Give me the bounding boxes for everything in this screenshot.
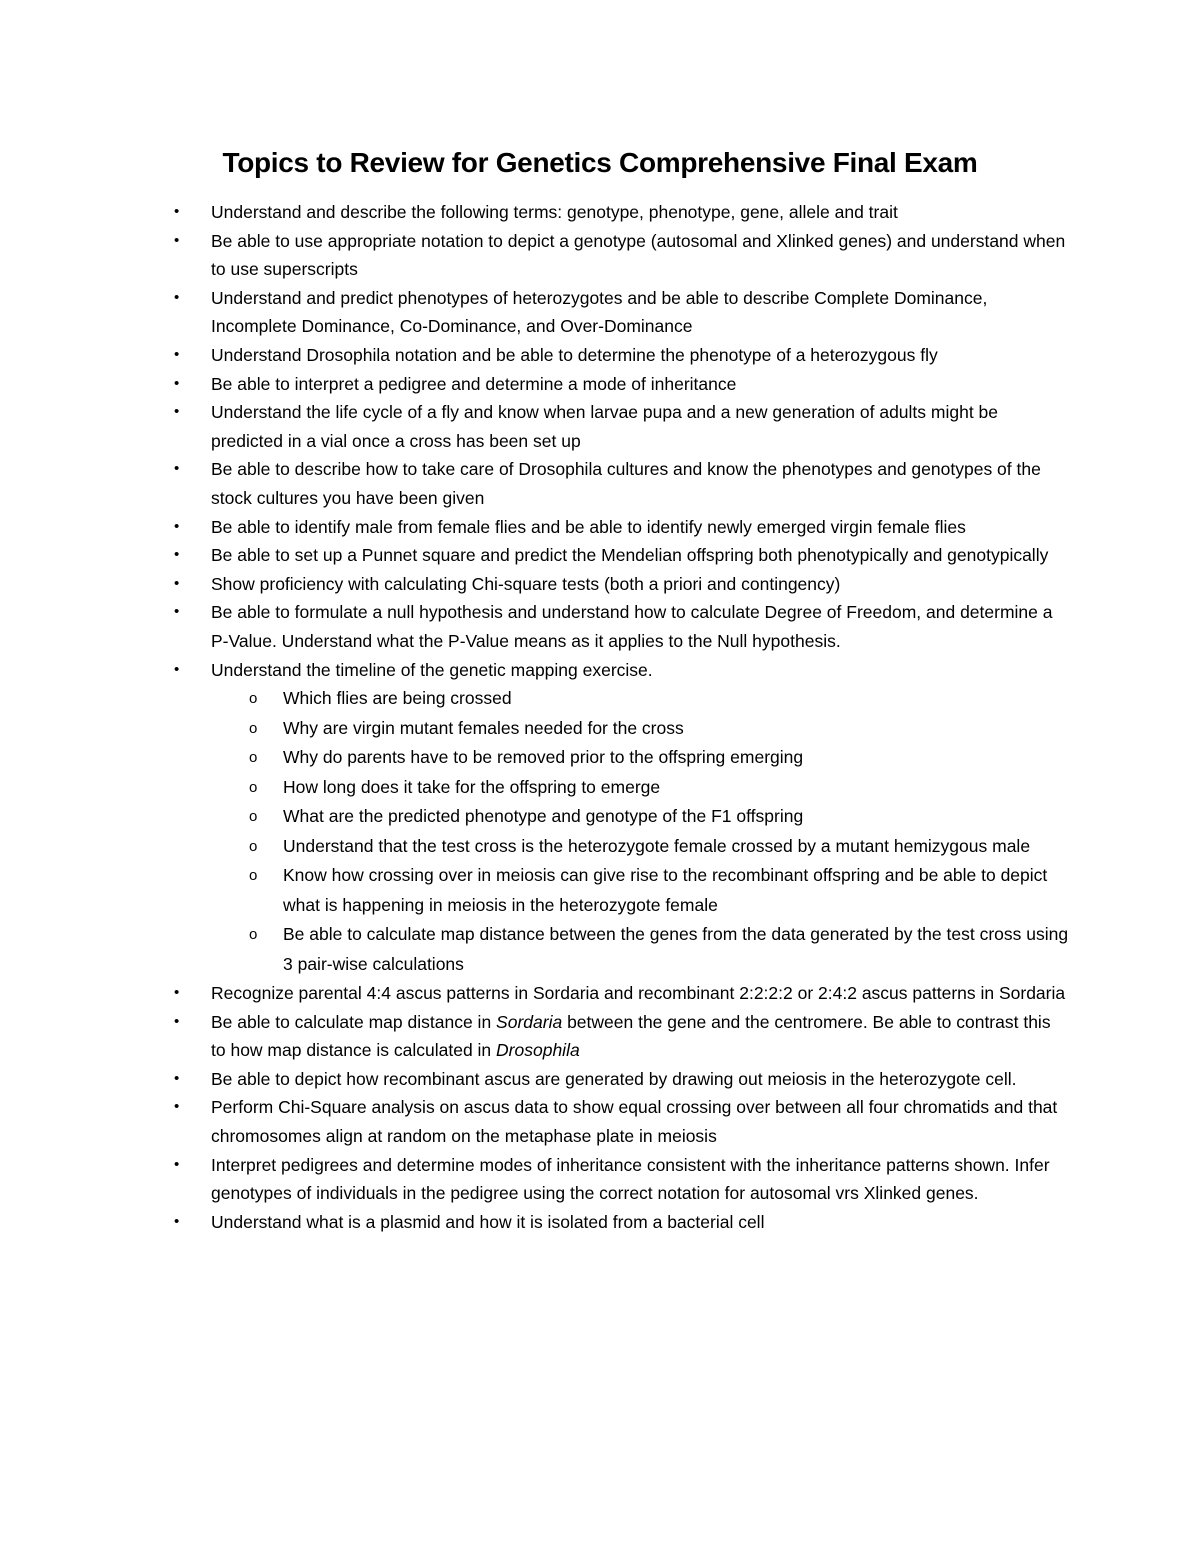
circle-bullet-icon: o [249, 690, 258, 708]
topic-text: Interpret pedigrees and determine modes of inheritance consistent with the inheritance patterns shown. Infer genotypes of individuals in the pedigree using the correct notation for autosomal vrs Xlinked genes. [211, 1154, 1050, 1204]
topic-item [0, 341, 1200, 370]
topic-item [0, 398, 1200, 455]
topic-item [0, 455, 1200, 512]
topic-text: Be able to set up a Punnet square and predict the Mendelian offspring both phenotypically and genotypically [211, 545, 1049, 566]
sub-topic-text: Understand that the test cross is the heterozygote female crossed by a mutant hemizygous male [283, 835, 1031, 856]
bullet-icon: • [174, 345, 180, 363]
sub-topic-item [0, 773, 1070, 803]
topic-text: Understand the life cycle of a fly and know when larvae pupa and a new generation of adults might be predicted in a vial once a cross has been set up [211, 402, 999, 451]
circle-bullet-icon: o [249, 926, 258, 944]
circle-bullet-icon: o [249, 837, 258, 855]
topic-item [0, 513, 1200, 542]
topic-item [0, 570, 1200, 599]
topic-text: Be able to identify male from female flies and be able to identify newly emerged virgin female flies [211, 516, 966, 537]
bullet-icon: • [174, 288, 180, 306]
topic-list-container [0, 198, 1200, 1236]
sub-topic-item [0, 802, 1070, 832]
sub-topic-text: How long does it take for the offspring to emerge [283, 776, 661, 797]
sub-topic-item [0, 714, 1070, 744]
topic-text: Show proficiency with calculating Chi-square tests (both a priori and contingency) [211, 573, 841, 594]
topic-text-italic: Drosophila [496, 1040, 580, 1061]
sub-topic-item [0, 832, 1070, 862]
topic-item [0, 1208, 1200, 1237]
topic-item [0, 656, 1200, 980]
topic-text: Understand the timeline of the genetic mapping exercise. [211, 659, 653, 680]
sub-topic-text: Which flies are being crossed [283, 688, 512, 709]
bullet-icon: • [174, 374, 180, 392]
bullet-icon: • [174, 1098, 180, 1116]
topic-item [0, 227, 1200, 284]
topic-item [0, 598, 1200, 655]
topic-item [0, 1093, 1200, 1150]
bullet-icon: • [174, 460, 180, 478]
topic-list [0, 198, 1200, 1236]
topic-text: Understand Drosophila notation and be able to determine the phenotype of a heterozygous fly [211, 344, 938, 365]
topic-item [0, 1008, 1200, 1065]
circle-bullet-icon: o [249, 867, 258, 885]
topic-item [0, 979, 1200, 1008]
circle-bullet-icon: o [249, 808, 258, 826]
bullet-icon: • [174, 517, 180, 535]
sub-topic-list [211, 684, 1070, 979]
topic-text: Understand and describe the following terms: genotype, phenotype, gene, allele and trait [211, 202, 898, 222]
bullet-icon: • [174, 1069, 180, 1087]
topic-text [211, 1012, 1051, 1061]
sub-topic-text: Why do parents have to be removed prior to the offspring emerging [283, 747, 804, 768]
bullet-icon: • [174, 984, 180, 1002]
circle-bullet-icon: o [249, 719, 258, 737]
topic-text-italic: Sordaria [496, 1011, 563, 1032]
topic-text: Be able to describe how to take care of Drosophila cultures and know the phenotypes and genotypes of the stock cultures you have been given [211, 459, 1041, 508]
topic-text: Be able to use appropriate notation to depict a genotype (autosomal and Xlinked genes) and understand when to use superscripts [211, 230, 1066, 280]
topic-text: Be able to interpret a pedigree and determine a mode of inheritance [211, 373, 737, 394]
sub-topic-item [0, 743, 1070, 773]
sub-topic-item [0, 861, 1070, 920]
bullet-icon: • [174, 403, 180, 421]
bullet-icon: • [174, 1212, 180, 1230]
topic-item [0, 1065, 1200, 1094]
circle-bullet-icon: o [249, 778, 258, 796]
bullet-icon: • [174, 603, 180, 621]
topic-text: Understand and predict phenotypes of heterozygotes and be able to describe Complete Dominance, Incomplete Dominance, Co-Dominance, and Over-Dominance [211, 287, 988, 337]
bullet-icon: • [174, 203, 180, 220]
topic-item [0, 1151, 1200, 1208]
topic-text-part: between the gene and the centromere. Be able to contrast this to how map distance is calculated in [211, 1011, 1051, 1061]
topic-text: Be able to formulate a null hypothesis and understand how to calculate Degree of Freedom, and determine a P-Value. Understand what the P-Value means as it applies to the Null hypothesis. [211, 602, 1053, 651]
topic-text: Be able to depict how recombinant ascus are generated by drawing out meiosis in the heterozygote cell. [211, 1068, 1017, 1089]
topic-text: Perform Chi-Square analysis on ascus data to show equal crossing over between all four chromatids and that chromosomes align at random on the metaphase plate in meiosis [211, 1097, 1058, 1147]
topic-item [0, 284, 1200, 341]
topic-item [0, 541, 1200, 570]
sub-topic-text: Be able to calculate map distance between the genes from the data generated by the test cross using 3 pair-wise calculations [283, 924, 1069, 974]
sub-topic-text: What are the predicted phenotype and genotype of the F1 offspring [283, 806, 804, 827]
sub-topic-text: Why are virgin mutant females needed for the cross [283, 717, 684, 738]
bullet-icon: • [174, 574, 180, 592]
bullet-icon: • [174, 1012, 180, 1030]
bullet-icon: • [174, 231, 180, 249]
bullet-icon: • [174, 660, 180, 678]
topic-text: Understand what is a plasmid and how it is isolated from a bacterial cell [211, 1211, 765, 1232]
circle-bullet-icon: o [249, 749, 258, 767]
page-title: Topics to Review for Genetics Comprehensive Final Exam [222, 147, 978, 178]
bullet-icon: • [174, 1155, 180, 1173]
sub-topic-text: Know how crossing over in meiosis can give rise to the recombinant offspring and be able to depict what is happening in meiosis in the heterozygote female [283, 865, 1048, 915]
bullet-icon: • [174, 546, 180, 564]
topic-text: Recognize parental 4:4 ascus patterns in Sordaria and recombinant 2:2:2:2 or 2:4:2 ascus patterns in Sordaria [211, 983, 1066, 1004]
topic-item [0, 370, 1200, 399]
sub-topic-item [0, 920, 1070, 979]
topic-text-part: Be able to calculate map distance in [211, 1011, 497, 1032]
sub-topic-item [0, 684, 1070, 714]
topic-item [0, 198, 1200, 227]
